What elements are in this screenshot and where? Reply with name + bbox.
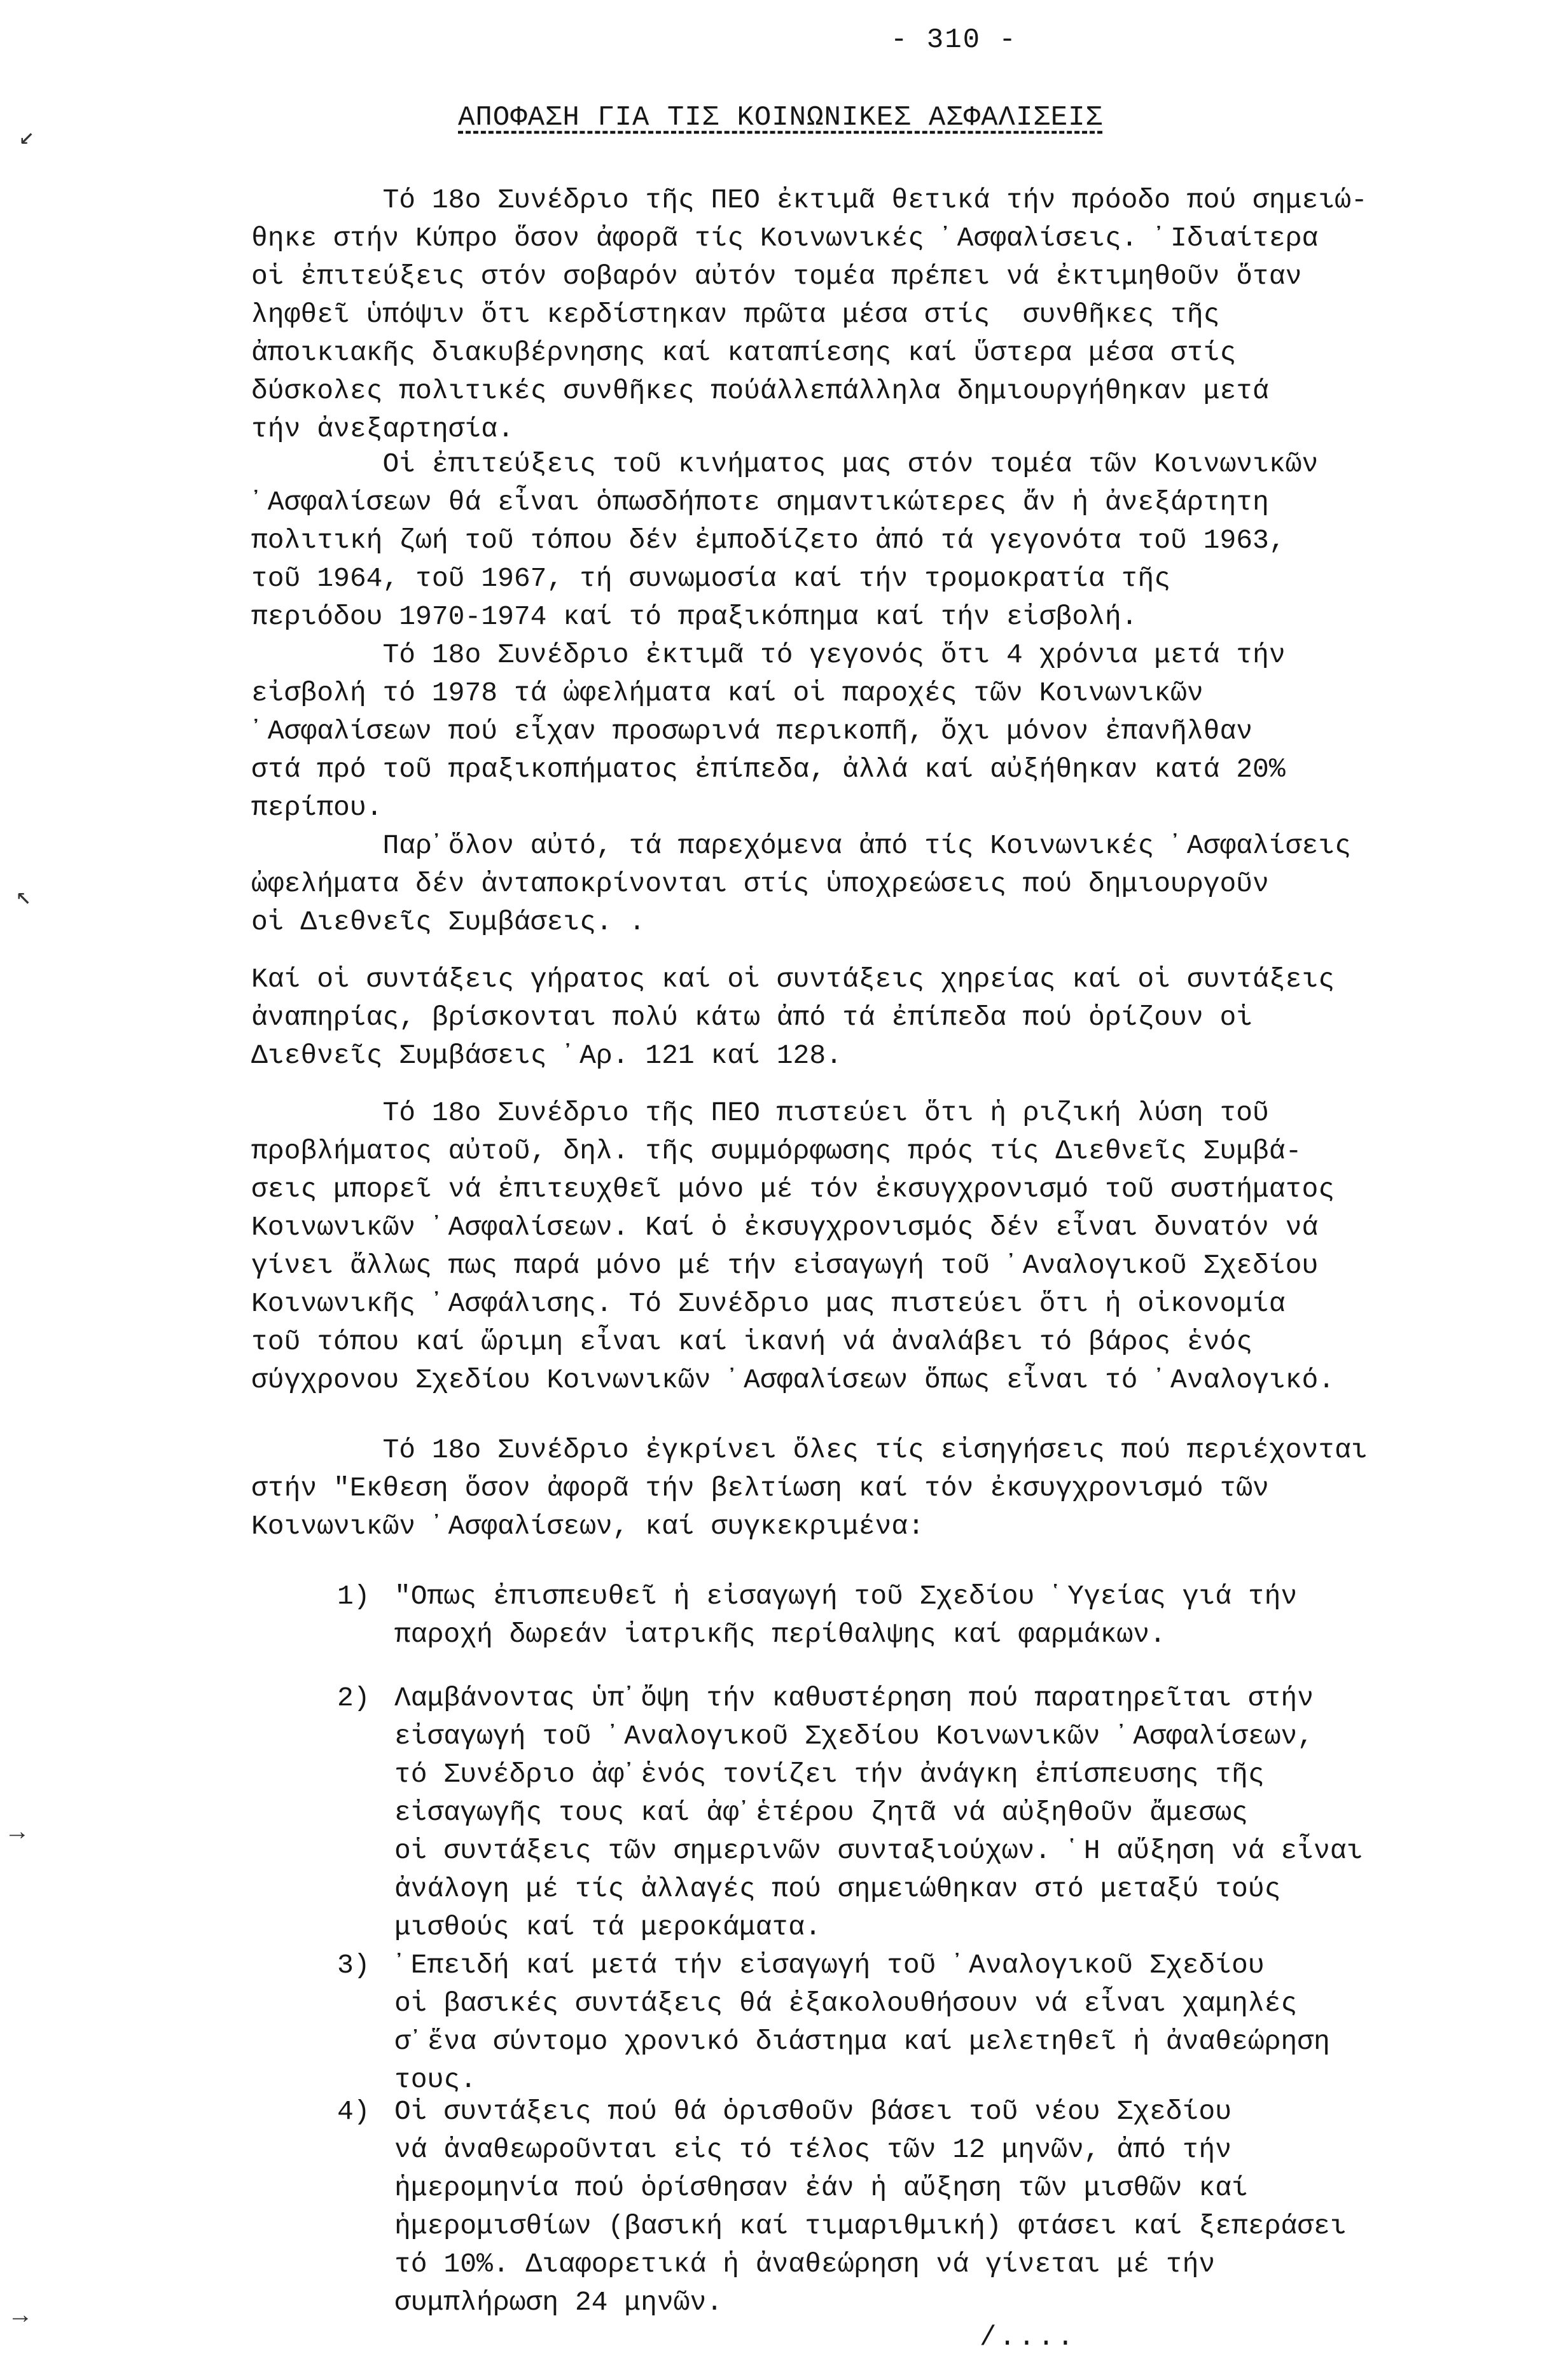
paragraph-5: Καί οἱ συντάξεις γήρατος καί οἱ συντάξεις χηρείας καί οἱ συντάξεις ἀναπηρίας, βρίσκονται πολύ κάτω ἀπό τά ἐπίπεδα πού ὁρίζουν οἱ Διεθνεῖς Συμβάσεις ᾿Αρ. 121 καί 128. bbox=[251, 964, 1335, 1071]
list-item-number: 4) bbox=[337, 2096, 370, 2127]
list-item-number: 2) bbox=[337, 1682, 370, 1714]
continuation-mark: /.... bbox=[980, 2322, 1077, 2354]
list-item-text: ᾿Επειδή καί μετά τήν εἰσαγωγή τοῦ ᾿Αναλογικοῦ Σχεδίου οἱ βασικές συντάξεις θά ἐξακολουθήσουν νά εἶναι χαμηλές σ᾿ἕνα σύντομο χρονικό διάστημα καί μελετηθεῖ ἡ ἀναθεώρηση τους. bbox=[394, 1950, 1330, 2095]
margin-mark-icon: ↖ bbox=[16, 884, 32, 912]
list-item bbox=[337, 1946, 1501, 2099]
paragraph-4: Παρ᾿ὅλον αὐτό, τά παρεχόμενα ἀπό τίς Κοινωνικές ᾿Ασφαλίσεις ὠφελήματα δέν ἀνταποκρίνονται στίς ὑποχρεώσεις πού δημιουργοῦν οἱ Διεθνεῖς Συμβάσεις. . bbox=[251, 830, 1351, 938]
paragraph-7: Τό 18ο Συνέδριο ἐγκρίνει ὅλες τίς εἰσηγήσεις πού περιέχονται στήν "Εκθεση ὅσον ἀφορᾶ τήν βελτίωση καί τόν ἐκσυγχρονισμό τῶν Κοινωνικῶν ᾿Ασφαλίσεων, καί συγκεκριμένα: bbox=[251, 1434, 1368, 1542]
page-number: - 310 - bbox=[891, 24, 1017, 56]
paragraph-6: Τό 18ο Συνέδριο τῆς ΠΕΟ πιστεύει ὅτι ἡ ριζική λύση τοῦ προβλήματος αὐτοῦ, δηλ. τῆς συμμόρφωσης πρός τίς Διεθνεῖς Συμβά- σεις μπορεῖ νά ἐπιτευχθεῖ μόνο μέ τόν ἐκσυγχρονισμό τοῦ συστήματος Κοινωνικῶν ᾿Ασφαλίσεων. Καί ὁ ἐκσυγχρονισμός δέν εἶναι δυνατόν νά γίνει ἄλλως πως παρά μόνο μέ τήν εἰσαγωγή τοῦ ᾿Αναλογικοῦ Σχεδίου Κοινωνικῆς ᾿Ασφάλισης. Τό Συνέδριο μας πιστεύει ὅτι ἡ οἰκονομία τοῦ τόπου καί ὥριμη εἶναι καί ἱκανή νά ἀναλάβει τό βάρος ἑνός σύγχρονου Σχεδίου Κοινωνικῶν ᾿Ασφαλίσεων ὅπως εἶναι τό ᾿Αναλογικό. bbox=[251, 1097, 1335, 1396]
list-item-number: 3) bbox=[337, 1950, 370, 1981]
paragraph-1: Τό 18ο Συνέδριο τῆς ΠΕΟ ἐκτιμᾶ θετικά τήν πρόοδο πού σημειώ- θηκε στήν Κύπρο ὅσον ἀφορᾶ τίς Κοινωνικές ᾿Ασφαλίσεις. ᾿Ιδιαίτερα οἱ ἐπιτεύξεις στόν σοβαρόν αὐτόν τομέα πρέπει νά ἐκτιμηθοῦν ὅταν ληφθεῖ ὑπόψιν ὅτι κερδίστηκαν πρῶτα μέσα στίς συνθῆκες τῆς ἀποικιακῆς διακυβέρνησης καί καταπίεσης καί ὕστερα μέσα στίς δύσκολες πολιτικές συνθῆκες πούάλλεπάλληλα δημιουργήθηκαν μετά τήν ἀνεξαρτησία. bbox=[251, 184, 1368, 445]
list-item-number: 1) bbox=[337, 1581, 370, 1612]
list-item-text: Οἱ συντάξεις πού θά ὁρισθοῦν βάσει τοῦ νέου Σχεδίου νά ἀναθεωροῦνται εἰς τό τέλος τῶν 12 μηνῶν, ἀπό τήν ἡμερομηνία πού ὁρίσθησαν ἐάν ἡ αὔξηση τῶν μισθῶν καί ἡμερομισθίων (βασική καί τιμαριθμική) φτάσει καί ξεπεράσει τό 10%. Διαφορετικά ἡ ἀναθεώρηση νά γίνεται μέ τήν συμπλήρωση 24 μηνῶν. bbox=[394, 2096, 1347, 2318]
list-item bbox=[337, 2093, 1501, 2322]
list-item-text: "Οπως ἐπισπευθεῖ ἡ εἰσαγωγή τοῦ Σχεδίου ῾Υγείας γιά τήν παροχή δωρεάν ἰατρικῆς περίθαλψης καί φαρμάκων. bbox=[394, 1581, 1298, 1650]
list-item-text: Λαμβάνοντας ὑπ᾿ὄψη τήν καθυστέρηση πού παρατηρεῖται στήν εἰσαγωγή τοῦ ᾿Αναλογικοῦ Σχεδίου Κοινωνικῶν ᾿Ασφαλίσεων, τό Συνέδριο ἀφ᾿ἑνός τονίζει τήν ἀνάγκη ἐπίσπευσης τῆς εἰσαγωγῆς τους καί ἀφ᾿ἑτέρου ζητᾶ νά αὐξηθοῦν ἄμεσως οἱ συντάξεις τῶν σημερινῶν συνταξιούχων. ῾Η αὔξηση νά εἶναι ἀνάλογη μέ τίς ἀλλαγές πού σημειώθηκαν στό μεταξύ τούς μισθούς καί τά μεροκάματα. bbox=[394, 1682, 1363, 1943]
paragraph-3: Τό 18ο Συνέδριο ἐκτιμᾶ τό γεγονός ὅτι 4 χρόνια μετά τήν εἰσβολή τό 1978 τά ὠφελήματα καί οἱ παροχές τῶν Κοινωνικῶν ᾿Ασφαλίσεων πού εἶχαν προσωρινά περικοπῆ, ὄχι μόνον ἐπανῆλθαν στά πρό τοῦ πραξικοπήματος ἐπίπεδα, ἀλλά καί αὐξήθηκαν κατά 20% περίπου. bbox=[251, 639, 1286, 823]
margin-arrow-icon: → bbox=[10, 1819, 25, 1848]
list-item bbox=[337, 1578, 1501, 1654]
list-item bbox=[337, 1679, 1501, 1946]
page-title: ΑΠΟΦΑΣΗ ΓΙΑ ΤΙΣ ΚΟΙΝΩΝΙΚΕΣ ΑΣΦΑΛΙΣΕΙΣ bbox=[458, 102, 1103, 134]
margin-mark-icon: ↙ bbox=[19, 123, 35, 152]
paragraph-2: Οἱ ἐπιτεύξεις τοῦ κινήματος μας στόν τομέα τῶν Κοινωνικῶν ᾿Ασφαλίσεων θά εἶναι ὁπωσδήποτε σημαντικώτερες ἄν ἡ ἀνεξάρτητη πολιτική ζωή τοῦ τόπου δέν ἐμποδίζετο ἀπό τά γεγονότα τοῦ 1963, τοῦ 1964, τοῦ 1967, τή συνωμοσία καί τήν τρομοκρατία τῆς περιόδου 1970-1974 καί τό πραξικόπημα καί τήν εἰσβολή. bbox=[251, 448, 1319, 632]
margin-arrow-icon: → bbox=[13, 2303, 29, 2331]
